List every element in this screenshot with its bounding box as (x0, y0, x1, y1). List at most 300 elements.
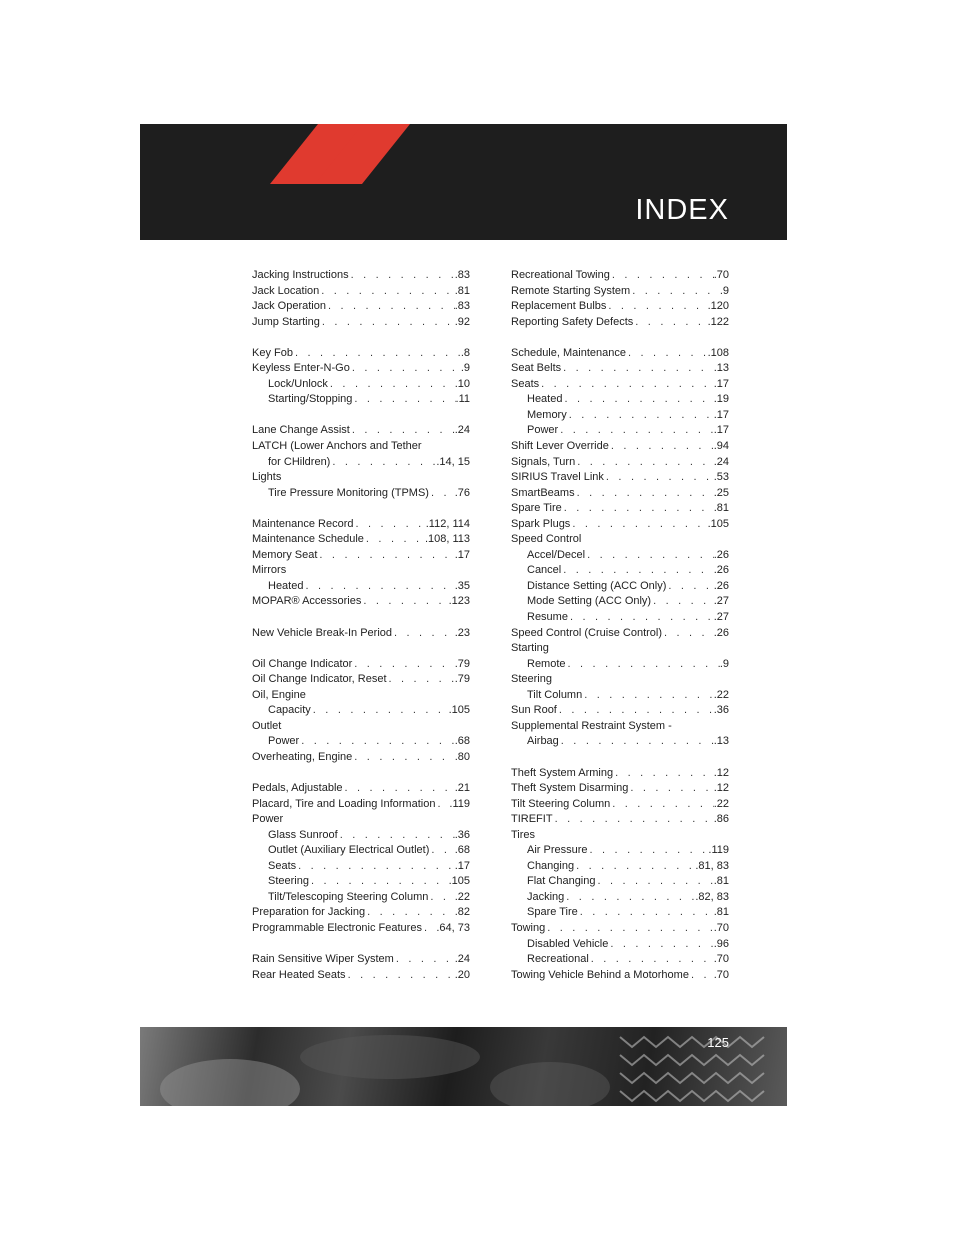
index-term: Air Pressure (527, 844, 588, 857)
index-page-ref: .79 (454, 673, 470, 686)
index-entry (511, 688, 729, 704)
index-term: Preparation for Jacking (252, 906, 366, 919)
index-page-ref: .24 (454, 953, 470, 966)
index-page-ref: .10 (454, 377, 470, 390)
index-page-ref: .11 (455, 393, 470, 406)
dot-leader (429, 843, 454, 859)
index-page-ref: .105 (448, 875, 470, 888)
index-page-ref: .94 (713, 440, 729, 453)
index-term: Resume (527, 611, 568, 624)
index-term: Supplemental Restraint System - (511, 719, 672, 732)
index-page-ref: .92 (454, 315, 470, 328)
index-page-ref: .81, 83 (695, 859, 729, 872)
index-page-ref: .17 (713, 408, 729, 421)
index-page-ref: .96 (713, 937, 729, 950)
index-term: Tilt Column (527, 688, 583, 701)
dot-leader (557, 703, 714, 719)
dot-leader (558, 423, 714, 439)
index-term: Power (268, 735, 300, 748)
index-page-ref: .19 (713, 393, 729, 406)
index-page-ref: .108 (707, 346, 729, 359)
index-term: SmartBeams (511, 486, 575, 499)
index-page-ref: .27 (713, 611, 729, 624)
index-page-ref: .35 (454, 579, 470, 592)
index-page-ref: .79 (454, 657, 470, 670)
index-entry (511, 610, 729, 626)
index-term: Maintenance Schedule (252, 533, 364, 546)
index-entry (252, 486, 470, 502)
index-page-ref: .70 (713, 953, 729, 966)
index-entry (511, 859, 729, 875)
index-page-ref: .64, 73 (436, 921, 470, 934)
index-page-ref: .36 (454, 828, 470, 841)
index-entry (252, 750, 470, 766)
index-entry (511, 874, 729, 890)
dot-leader (574, 859, 695, 875)
index-term: Spare Tire (511, 502, 562, 515)
index-entry (511, 315, 729, 331)
index-term: Jack Operation (252, 300, 326, 313)
index-entry (511, 470, 729, 486)
index-term: Remote (527, 657, 566, 670)
index-term: Heated (527, 393, 563, 406)
index-entry (511, 268, 729, 284)
index-term: Remote Starting System (511, 284, 631, 297)
index-entry (252, 703, 470, 719)
index-page-ref: .81 (713, 875, 729, 888)
index-page-ref: .105 (448, 704, 470, 717)
index-page-ref: .83 (454, 300, 470, 313)
index-term: Airbag (527, 735, 559, 748)
index-entry (252, 812, 470, 828)
index-term: Oil Change Indicator (252, 657, 353, 670)
dot-leader (361, 594, 448, 610)
index-entry (252, 377, 470, 393)
index-term: Capacity (268, 704, 311, 717)
index-entry (252, 734, 470, 750)
index-term: Accel/Decel (527, 548, 586, 561)
dot-leader (311, 703, 449, 719)
index-page-ref: .76 (454, 486, 470, 499)
index-page-ref: .120 (707, 300, 729, 313)
dot-leader (539, 377, 714, 393)
index-entry (511, 797, 729, 813)
index-term: Speed Control (511, 533, 582, 546)
index-page-ref: .36 (713, 704, 729, 717)
index-entry (252, 890, 470, 906)
index-page-ref: .119 (708, 844, 729, 857)
dot-leader (585, 548, 714, 564)
index-page-ref: .82 (454, 906, 470, 919)
index-entry (252, 657, 470, 673)
dot-leader (317, 548, 454, 564)
dot-leader (604, 470, 714, 486)
dot-leader (435, 797, 449, 813)
dot-leader (320, 315, 455, 331)
index-page-ref: .20 (454, 968, 470, 981)
index-page-ref: .22 (454, 890, 470, 903)
index-term: Recreational (527, 953, 589, 966)
index-entry (511, 439, 729, 455)
index-term: Seats (268, 859, 297, 872)
index-entry (252, 594, 470, 610)
index-entry (511, 734, 729, 750)
index-entry (511, 532, 729, 548)
index-term: Lane Change Assist (252, 424, 350, 437)
index-entry (252, 828, 470, 844)
index-entry (252, 905, 470, 921)
index-term: Jacking Instructions (252, 269, 349, 281)
dot-leader (303, 579, 454, 595)
index-page-ref: .9 (460, 362, 470, 375)
index-entry (511, 968, 729, 984)
index-term: Tire Pressure Monitoring (TPMS) (268, 486, 429, 499)
index-term: Jacking (527, 890, 565, 903)
dot-leader (596, 874, 714, 890)
index-entry (252, 626, 470, 642)
dot-leader (689, 968, 714, 984)
footer-banner-photo (140, 1027, 787, 1106)
index-term: Glass Sunroof (268, 828, 338, 841)
index-entry (511, 890, 729, 906)
index-page-ref: .53 (713, 471, 729, 484)
dot-leader (662, 626, 714, 642)
index-term: Steering (268, 875, 309, 888)
index-entry (511, 905, 729, 921)
index-entry (252, 439, 470, 455)
index-entry (252, 688, 470, 704)
index-page-ref: .13 (713, 735, 729, 748)
dot-leader (582, 688, 713, 704)
index-entry (252, 952, 470, 968)
dot-leader (545, 921, 713, 937)
index-page-ref: .9 (719, 284, 729, 297)
index-term: Theft System Arming (511, 766, 614, 779)
dot-leader (630, 284, 720, 300)
index-term: MOPAR® Accessories (252, 595, 362, 608)
dot-leader (575, 455, 714, 471)
dot-leader (626, 346, 708, 362)
index-term: TIREFIT (511, 813, 553, 826)
index-term: Pedals, Adjustable (252, 782, 343, 795)
index-page-ref: .123 (448, 595, 470, 608)
index-entry (511, 657, 729, 673)
index-term: Lights (252, 471, 282, 484)
index-entry (511, 361, 729, 377)
index-page-ref: .27 (713, 595, 729, 608)
index-term: Shift Lever Override (511, 440, 609, 453)
index-page-ref: .68 (454, 735, 470, 748)
index-entry (252, 284, 470, 300)
index-entry (511, 486, 729, 502)
index-page-ref: .25 (713, 486, 729, 499)
index-page-ref: .70 (713, 968, 729, 981)
dot-leader (562, 501, 714, 517)
dot-leader (429, 486, 455, 502)
index-entry (511, 423, 729, 439)
index-page-ref: .8 (460, 346, 470, 359)
dot-leader (578, 905, 714, 921)
index-term: Power (252, 813, 284, 826)
index-page-ref: .12 (713, 782, 729, 795)
dot-leader (609, 439, 714, 455)
index-entry (252, 859, 470, 875)
index-term: Spare Tire (527, 906, 578, 919)
dot-leader (343, 781, 455, 797)
index-entry (511, 408, 729, 424)
dot-leader (319, 284, 454, 300)
dot-leader (613, 766, 714, 782)
index-entry (252, 874, 470, 890)
index-entry (252, 921, 470, 937)
index-term: Disabled Vehicle (527, 937, 609, 950)
dot-leader (568, 610, 714, 626)
index-term: Lock/Unlock (268, 377, 328, 390)
index-entry (252, 781, 470, 797)
index-page-ref: .22 (713, 688, 729, 701)
index-term: Key Fob (252, 346, 293, 359)
index-term: Mirrors (252, 564, 287, 577)
dot-leader (567, 408, 714, 424)
index-entry (511, 781, 729, 797)
dot-leader (352, 392, 455, 408)
dot-leader (610, 797, 713, 813)
index-entry (511, 828, 729, 844)
index-page-ref: .22 (713, 797, 729, 810)
index-term: Oil Change Indicator, Reset (252, 673, 387, 686)
index-entry (511, 377, 729, 393)
index-page-ref: .70 (713, 921, 729, 934)
index-entry (511, 563, 729, 579)
index-term: Outlet (252, 719, 282, 732)
index-term: Signals, Turn (511, 455, 576, 468)
index-page-ref: .14, 15 (436, 455, 470, 468)
index-term: Starting/Stopping (268, 393, 353, 406)
dot-leader (589, 952, 714, 968)
dot-leader (365, 905, 455, 921)
index-page-ref: .26 (713, 548, 729, 561)
index-entry (252, 455, 470, 471)
index-page-ref: .86 (713, 813, 729, 826)
dot-leader (328, 377, 455, 393)
footer-background-image (140, 1027, 787, 1106)
dot-leader (633, 315, 707, 331)
dot-leader (610, 268, 714, 284)
index-term: Tires (511, 828, 536, 841)
index-entry (252, 968, 470, 984)
index-page-ref: .68 (454, 844, 470, 857)
index-entry (252, 392, 470, 408)
index-page-ref: .122 (707, 315, 729, 328)
index-term: Rear Heated Seats (252, 968, 346, 981)
index-page-ref: .17 (454, 859, 470, 872)
index-page-ref: .24 (454, 424, 470, 437)
index-term: Speed Control (Cruise Control) (511, 626, 663, 639)
index-page-ref: .112, 114 (425, 517, 470, 530)
index-term: Recreational Towing (511, 269, 610, 281)
dot-leader (428, 890, 454, 906)
index-page-ref: .81 (713, 906, 729, 919)
index-term: for CHildren) (268, 455, 331, 468)
dot-leader (349, 268, 455, 284)
dot-leader (299, 734, 455, 750)
index-column-right (511, 268, 729, 983)
index-term: Steering (511, 673, 552, 686)
index-entry (511, 952, 729, 968)
index-page-ref: .108, 113 (424, 533, 470, 546)
index-page-ref: .119 (449, 797, 470, 810)
index-term: Cancel (527, 564, 562, 577)
index-entry (252, 470, 470, 486)
dot-leader (566, 657, 720, 673)
index-page-ref: .21 (454, 782, 470, 795)
index-term: Sun Roof (511, 704, 557, 717)
dot-leader (559, 734, 714, 750)
index-page-ref: .105 (707, 517, 729, 530)
index-entry (511, 594, 729, 610)
index-entry (252, 797, 470, 813)
dot-leader (354, 517, 426, 533)
page-title: INDEX (635, 194, 729, 226)
dot-leader (666, 579, 713, 595)
index-page-ref: .83 (454, 269, 470, 281)
index-entry (252, 299, 470, 315)
index-entry (511, 392, 729, 408)
page-number: 125 (707, 1035, 729, 1050)
index-header-banner (140, 124, 787, 240)
index-page-ref: .26 (713, 564, 729, 577)
dot-leader (553, 812, 714, 828)
index-page-ref: .17 (454, 548, 470, 561)
index-term: Placard, Tire and Loading Information (252, 797, 436, 810)
index-entry (511, 299, 729, 315)
index-term: Flat Changing (527, 875, 596, 888)
index-entry (511, 719, 729, 735)
index-entry (511, 937, 729, 953)
index-entry (511, 455, 729, 471)
index-term: Distance Setting (ACC Only) (527, 579, 667, 592)
index-term: Programmable Electronic Features (252, 921, 422, 934)
dot-leader (330, 455, 436, 471)
dot-leader (350, 361, 461, 377)
index-entry (252, 843, 470, 859)
dot-leader (352, 657, 454, 673)
index-term: Tilt/Telescoping Steering Column (268, 890, 429, 903)
index-page-ref: .23 (454, 626, 470, 639)
dot-leader (394, 952, 455, 968)
index-entry (252, 548, 470, 564)
index-term: Memory Seat (252, 548, 318, 561)
index-entry (252, 268, 470, 284)
index-entry (252, 672, 470, 688)
index-term: Towing Vehicle Behind a Motorhome (511, 968, 689, 981)
index-entry (511, 812, 729, 828)
index-entry (252, 361, 470, 377)
index-term: Spark Plugs (511, 517, 571, 530)
index-entry (252, 579, 470, 595)
index-page-ref: .26 (713, 579, 729, 592)
index-term: Rain Sensitive Wiper System (252, 953, 394, 966)
index-page-ref: .81 (713, 502, 729, 515)
index-entry (511, 517, 729, 533)
index-term: Seat Belts (511, 362, 562, 375)
dot-leader (628, 781, 713, 797)
index-term: Maintenance Record (252, 517, 354, 530)
dot-leader (350, 423, 455, 439)
index-entry (511, 346, 729, 362)
index-page-ref: .80 (454, 750, 470, 763)
dot-leader (422, 921, 436, 937)
dot-leader (588, 843, 709, 859)
index-entry (252, 517, 470, 533)
dot-leader (309, 874, 449, 890)
dot-leader (346, 968, 455, 984)
dot-leader (387, 672, 455, 688)
index-term: Reporting Safety Defects (511, 315, 634, 328)
index-term: Power (527, 424, 559, 437)
index-entry (511, 703, 729, 719)
index-term: Jump Starting (252, 315, 320, 328)
index-term: Tilt Steering Column (511, 797, 611, 810)
brand-stripes-logo (270, 124, 420, 184)
dot-leader (606, 299, 707, 315)
index-entry (511, 579, 729, 595)
index-entry (252, 423, 470, 439)
index-page-ref: .26 (713, 626, 729, 639)
index-entry (252, 346, 470, 362)
dot-leader (352, 750, 454, 766)
dot-leader (392, 626, 455, 642)
index-page-ref: .9 (719, 657, 729, 670)
dot-leader (561, 361, 714, 377)
index-term: Theft System Disarming (511, 782, 629, 795)
index-term: Schedule, Maintenance (511, 346, 626, 359)
index-term: SIRIUS Travel Link (511, 471, 604, 484)
dot-leader (562, 392, 713, 408)
index-term: Oil, Engine (252, 688, 306, 701)
index-term: LATCH (Lower Anchors and Tether (252, 440, 422, 453)
index-page-ref: .70 (713, 269, 729, 281)
index-page-ref: .82, 83 (695, 890, 729, 903)
dot-leader (608, 937, 713, 953)
index-term: Heated (268, 579, 304, 592)
dot-leader (561, 563, 713, 579)
index-page-ref: .12 (713, 766, 729, 779)
index-entry (511, 284, 729, 300)
dot-leader (296, 859, 455, 875)
index-term: Changing (527, 859, 575, 872)
index-term: Starting (511, 642, 549, 655)
index-entry (252, 563, 470, 579)
index-entry (511, 766, 729, 782)
index-entry (511, 672, 729, 688)
index-term: Keyless Enter-N-Go (252, 362, 350, 375)
index-entry (511, 548, 729, 564)
dot-leader (364, 532, 425, 548)
index-page-ref: .17 (713, 424, 729, 437)
index-page-ref: .17 (713, 377, 729, 390)
index-entry (511, 626, 729, 642)
index-page-ref: .81 (454, 284, 470, 297)
index-page-ref: .24 (713, 455, 729, 468)
dot-leader (293, 346, 461, 362)
index-page-ref: .13 (713, 362, 729, 375)
index-term: Replacement Bulbs (511, 300, 607, 313)
index-entry (252, 315, 470, 331)
dot-leader (651, 594, 714, 610)
index-term: Mode Setting (ACC Only) (527, 595, 652, 608)
index-term: Seats (511, 377, 540, 390)
